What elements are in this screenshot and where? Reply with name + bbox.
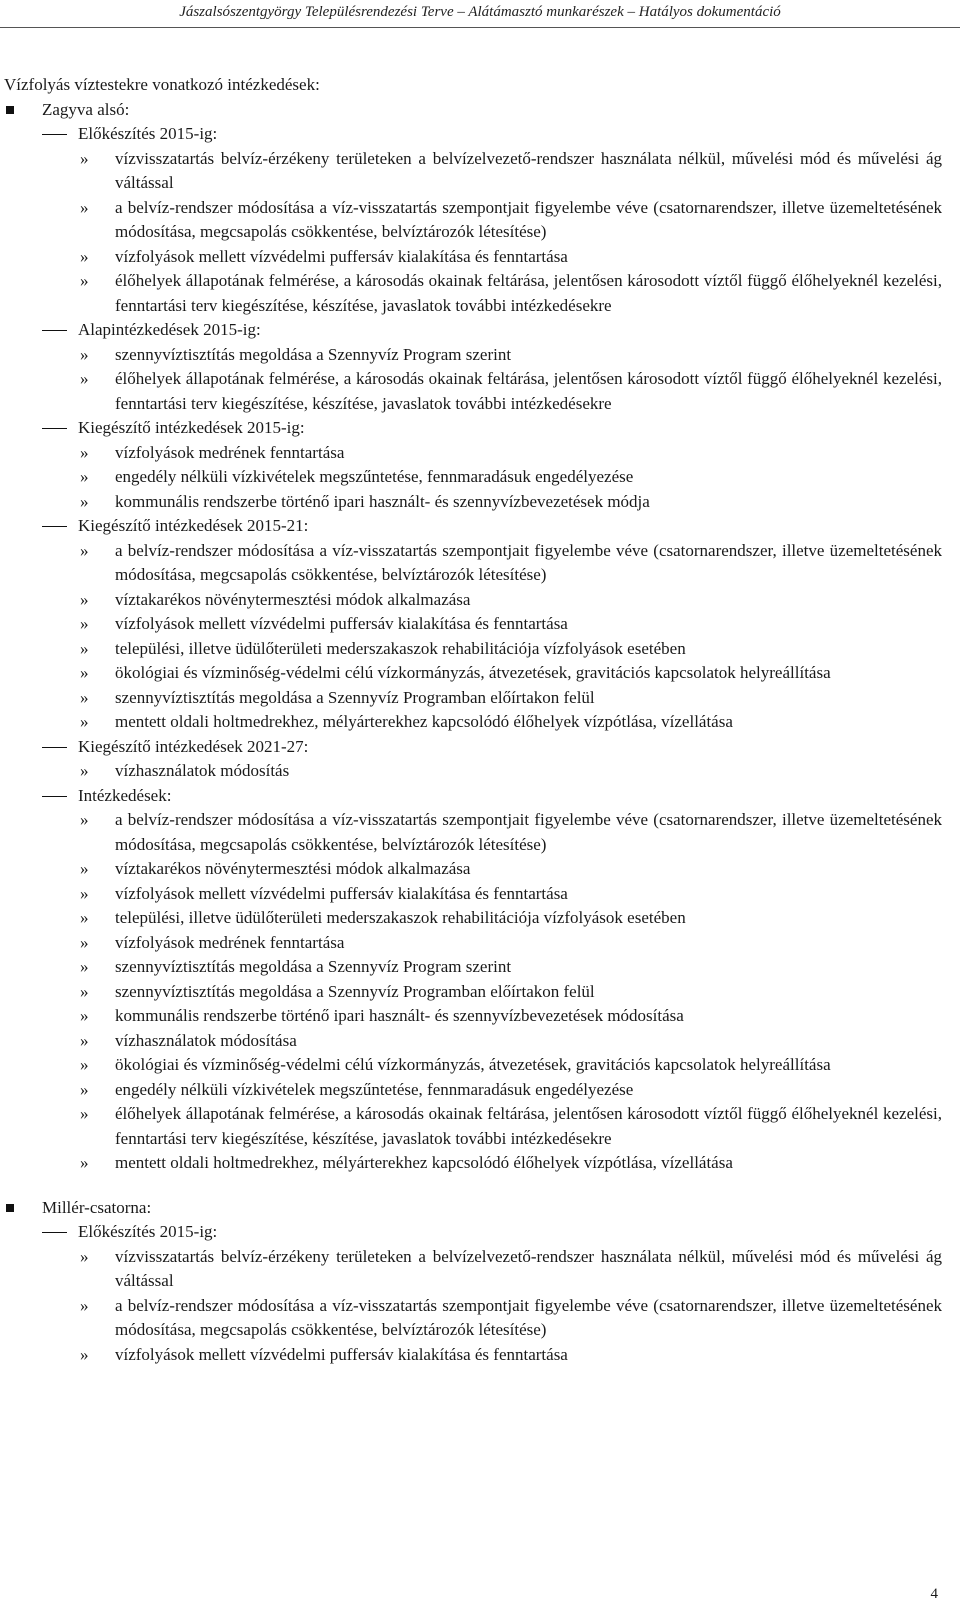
measure-text: élőhelyek állapotának felmérése, a károsodás okainak feltárása, jelentősen károsodott víztől függő élőhelyeknél kezelési, fenntartási terv kiegészítése, készítése, javaslatok további intézkedésekre: [115, 271, 942, 315]
measure-text: vízfolyások mellett vízvédelmi puffersáv kialakítása és fenntartása: [115, 883, 568, 903]
measure-text: vízfolyások mellett vízvédelmi puffersáv kialakítása és fenntartása: [115, 246, 568, 266]
measure-text: szennyvíztisztítás megoldása a Szennyvíz Program szerint: [115, 344, 512, 364]
measure-item: [4, 367, 954, 416]
river-title: [4, 1196, 954, 1221]
guillemet-bullet-icon: »: [80, 197, 89, 217]
guillemet-bullet-icon: »: [80, 1153, 89, 1172]
guillemet-bullet-icon: »: [80, 663, 89, 682]
measure-item: [4, 196, 954, 245]
dash-bullet-icon: [42, 526, 67, 527]
measure-text: települési, illetve üdülőterületi mederszakaszok rehabilitációja vízfolyások esetében: [115, 638, 686, 658]
guillemet-bullet-icon: »: [80, 908, 89, 927]
guillemet-bullet-icon: »: [80, 589, 89, 609]
group-title-text: Előkészítés 2015-ig:: [78, 1222, 218, 1241]
guillemet-bullet-icon: »: [80, 369, 89, 388]
measure-item: [4, 269, 954, 318]
guillemet-bullet-icon: »: [80, 712, 89, 731]
guillemet-bullet-icon: »: [80, 687, 89, 707]
guillemet-bullet-icon: »: [80, 1246, 89, 1266]
measure-text: vízfolyások medrének fenntartása: [115, 932, 345, 952]
square-bullet-icon: [6, 1204, 14, 1212]
header-title: Jászalsószentgyörgy Településrendezési Terve – Alátámasztó munkarészek – Hatályos dokumentáció: [179, 4, 781, 20]
measure-text: szennyvíztisztítás megoldása a Szennyvíz Programban előírtakon felül: [115, 981, 595, 1001]
measure-item: [4, 686, 954, 711]
dash-bullet-icon: [42, 134, 67, 135]
measure-item: [4, 612, 954, 637]
measure-item: [4, 343, 954, 368]
guillemet-bullet-icon: »: [80, 491, 89, 511]
guillemet-bullet-icon: »: [80, 810, 89, 829]
measure-group-title: [4, 1220, 954, 1245]
guillemet-bullet-icon: »: [80, 344, 89, 364]
guillemet-bullet-icon: »: [80, 1030, 89, 1050]
measure-text: vízfolyások medrének fenntartása: [115, 442, 345, 462]
measure-item: [4, 1078, 954, 1103]
measure-item: [4, 637, 954, 662]
measure-group-title: [4, 122, 954, 147]
group-title-text: Előkészítés 2015-ig:: [78, 124, 218, 143]
measure-item: [4, 759, 954, 784]
measure-group-title: [4, 416, 954, 441]
river-name: Millér-csatorna:: [42, 1197, 152, 1217]
measure-text: mentett oldali holtmedrekhez, mélyárterekhez kapcsolódó élőhelyek vízpótlása, vízellátása: [115, 712, 733, 731]
measure-text: vízhasználatok módosítás: [115, 761, 290, 780]
measure-item: [4, 661, 954, 686]
measure-group-title: [4, 514, 954, 539]
measure-text: víztakarékos növénytermesztési módok alkalmazása: [115, 589, 471, 609]
measure-item: [4, 808, 954, 857]
measure-text: kommunális rendszerbe történő ipari használt- és szennyvízbevezetések módosítása: [115, 1006, 684, 1025]
guillemet-bullet-icon: »: [80, 271, 89, 290]
measure-item: [4, 1245, 954, 1294]
dash-bullet-icon: [42, 428, 67, 429]
measure-text: vízfolyások mellett vízvédelmi puffersáv kialakítása és fenntartása: [115, 1344, 568, 1364]
measure-item: [4, 882, 954, 907]
guillemet-bullet-icon: »: [80, 957, 89, 976]
river-section: [4, 1196, 954, 1368]
river-list: [4, 98, 954, 1368]
measure-group-title: [4, 735, 954, 760]
measure-text: a belvíz-rendszer módosítása a víz-visszatartás szempontjait figyelembe véve (csatornarendszer, illetve üzemeltetésének módosítása, megcsapolás csökkentése, belvíztározók létesítése): [115, 1295, 942, 1339]
guillemet-bullet-icon: »: [80, 1079, 89, 1099]
measure-item: [4, 1151, 954, 1176]
river-section: [4, 98, 954, 1176]
guillemet-bullet-icon: »: [80, 761, 89, 780]
measure-item: [4, 710, 954, 735]
measure-text: kommunális rendszerbe történő ipari használt- és szennyvízbevezetések módja: [115, 491, 650, 511]
measure-item: [4, 465, 954, 490]
measure-group-title: [4, 318, 954, 343]
measure-text: vízvisszatartás belvíz-érzékeny területeken a belvízelvezető-rendszer használata nélkül, művelési mód és művelési ág váltással: [115, 1246, 942, 1290]
measure-text: engedély nélküli vízkivételek megszűntetése, fennmaradásuk engedélyezése: [115, 467, 634, 486]
document-body: [4, 73, 954, 1367]
measure-item: [4, 441, 954, 466]
dash-bullet-icon: [42, 747, 67, 748]
measure-text: szennyvíztisztítás megoldása a Szennyvíz Programban előírtakon felül: [115, 687, 595, 707]
guillemet-bullet-icon: »: [80, 981, 89, 1001]
guillemet-bullet-icon: »: [80, 883, 89, 903]
guillemet-bullet-icon: »: [80, 859, 89, 878]
measure-item: [4, 1029, 954, 1054]
measure-item: [4, 1102, 954, 1151]
measure-text: víztakarékos növénytermesztési módok alkalmazása: [115, 859, 471, 878]
section-heading: Vízfolyás víztestekre vonatkozó intézkedések:: [4, 75, 320, 94]
measure-item: [4, 931, 954, 956]
guillemet-bullet-icon: »: [80, 1104, 89, 1123]
measure-text: engedély nélküli vízkivételek megszűntetése, fennmaradásuk engedélyezése: [115, 1079, 634, 1099]
measure-text: szennyvíztisztítás megoldása a Szennyvíz Program szerint: [115, 957, 512, 976]
measure-group-title: [4, 784, 954, 809]
measure-item: [4, 1294, 954, 1343]
guillemet-bullet-icon: »: [80, 1344, 89, 1364]
measure-text: vízfolyások mellett vízvédelmi puffersáv kialakítása és fenntartása: [115, 614, 568, 633]
measure-text: ökológiai és vízminőség-védelmi célú vízkormányzás, átvezetések, gravitációs kapcsolatok helyreállítása: [115, 663, 831, 682]
guillemet-bullet-icon: »: [80, 638, 89, 658]
measure-item: [4, 245, 954, 270]
guillemet-bullet-icon: »: [80, 1055, 89, 1074]
guillemet-bullet-icon: »: [80, 467, 89, 486]
guillemet-bullet-icon: »: [80, 148, 89, 168]
guillemet-bullet-icon: »: [80, 1006, 89, 1025]
measure-item: [4, 980, 954, 1005]
measure-item: [4, 539, 954, 588]
page-number: 4: [930, 1586, 938, 1602]
measure-item: [4, 1343, 954, 1368]
measure-text: települési, illetve üdülőterületi mederszakaszok rehabilitációja vízfolyások esetében: [115, 908, 686, 927]
measure-item: [4, 906, 954, 931]
measure-item: [4, 147, 954, 196]
measure-text: a belvíz-rendszer módosítása a víz-visszatartás szempontjait figyelembe véve (csatornarendszer, illetve üzemeltetésének módosítása, megcsapolás csökkentése, belvíztározók létesítése): [115, 810, 942, 854]
river-title: [4, 98, 954, 123]
dash-bullet-icon: [42, 796, 67, 797]
guillemet-bullet-icon: »: [80, 932, 89, 952]
group-title-text: Alapintézkedések 2015-ig:: [78, 320, 261, 339]
measure-item: [4, 857, 954, 882]
measure-text: élőhelyek állapotának felmérése, a károsodás okainak feltárása, jelentősen károsodott víztől függő élőhelyeknél kezelési, fenntartási terv kiegészítése, készítése, javaslatok további intézkedésekre: [115, 369, 942, 413]
group-title-text: Intézkedések:: [78, 785, 172, 805]
measure-text: ökológiai és vízminőség-védelmi célú vízkormányzás, átvezetések, gravitációs kapcsolatok helyreállítása: [115, 1055, 831, 1074]
guillemet-bullet-icon: »: [80, 1295, 89, 1315]
measure-text: mentett oldali holtmedrekhez, mélyárterekhez kapcsolódó élőhelyek vízpótlása, vízellátása: [115, 1153, 733, 1172]
measure-text: a belvíz-rendszer módosítása a víz-visszatartás szempontjait figyelembe véve (csatornarendszer, illetve üzemeltetésének módosítása, megcsapolás csökkentése, belvíztározók létesítése): [115, 540, 942, 584]
square-bullet-icon: [6, 106, 14, 114]
measure-item: [4, 1004, 954, 1029]
measure-item: [4, 1053, 954, 1078]
measure-text: élőhelyek állapotának felmérése, a károsodás okainak feltárása, jelentősen károsodott víztől függő élőhelyeknél kezelési, fenntartási terv kiegészítése, készítése, javaslatok további intézkedésekre: [115, 1104, 942, 1148]
river-name: Zagyva alsó:: [42, 99, 130, 119]
dash-bullet-icon: [42, 1232, 67, 1233]
running-header: [0, 0, 960, 28]
measure-text: a belvíz-rendszer módosítása a víz-visszatartás szempontjait figyelembe véve (csatornarendszer, illetve üzemeltetésének módosítása, megcsapolás csökkentése, belvíztározók létesítése): [115, 197, 942, 241]
guillemet-bullet-icon: »: [80, 540, 89, 560]
guillemet-bullet-icon: »: [80, 614, 89, 633]
group-title-text: Kiegészítő intézkedések 2015-ig:: [78, 418, 305, 437]
dash-bullet-icon: [42, 330, 67, 331]
measure-item: [4, 490, 954, 515]
guillemet-bullet-icon: »: [80, 442, 89, 462]
group-title-text: Kiegészítő intézkedések 2015-21:: [78, 516, 309, 535]
measure-text: vízhasználatok módosítása: [115, 1030, 297, 1050]
measure-text: vízvisszatartás belvíz-érzékeny területeken a belvízelvezető-rendszer használata nélkül, művelési mód és művelési ág váltással: [115, 148, 942, 192]
guillemet-bullet-icon: »: [80, 246, 89, 266]
group-title-text: Kiegészítő intézkedések 2021-27:: [78, 736, 309, 756]
measure-item: [4, 588, 954, 613]
measure-item: [4, 955, 954, 980]
